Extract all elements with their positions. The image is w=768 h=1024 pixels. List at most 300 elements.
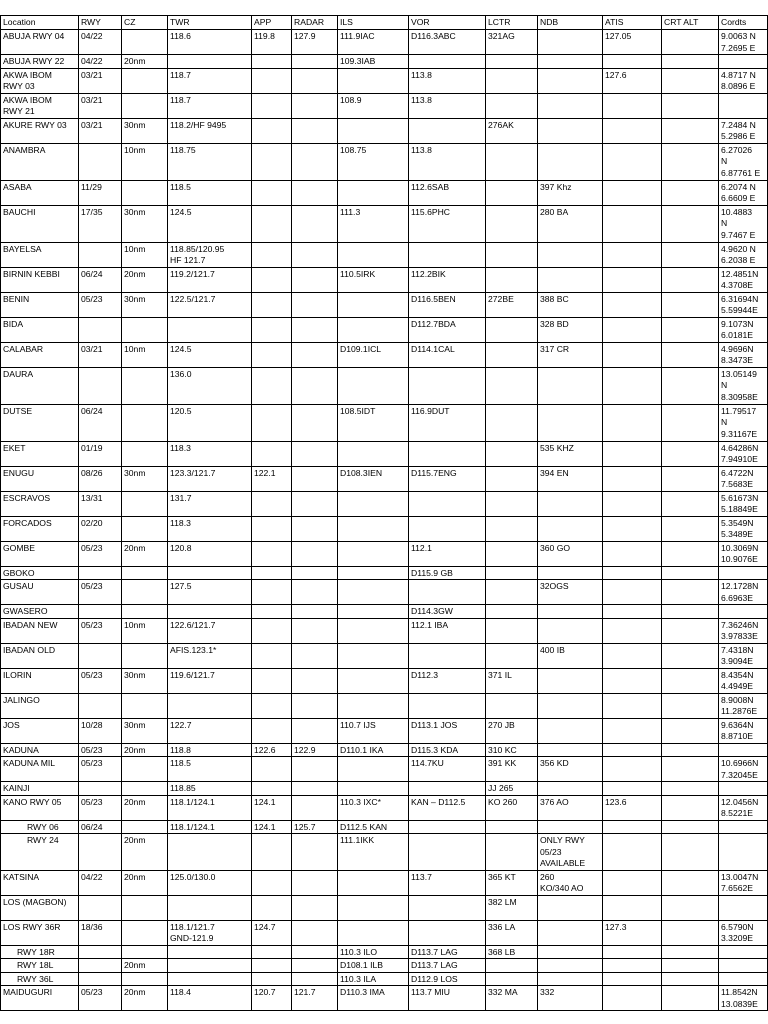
table-cell: 05/23: [79, 757, 122, 782]
table-cell: [168, 959, 252, 973]
table-cell: [662, 93, 719, 118]
table-cell: [662, 367, 719, 404]
location-cell: DUTSE: [1, 404, 79, 441]
table-row: [1, 870, 768, 895]
table-row: [1, 718, 768, 743]
table-cell: 119.6/121.7: [168, 668, 252, 693]
table-cell: 123.3/121.7: [168, 466, 252, 491]
table-cell: 376 AO: [538, 795, 603, 820]
table-row: [1, 242, 768, 267]
table-cell: [538, 945, 603, 959]
table-cell: [122, 404, 168, 441]
table-cell: 13.05149 N 8.30958E: [719, 367, 768, 404]
table-row: [1, 782, 768, 796]
table-cell: [538, 491, 603, 516]
table-cell: 20nm: [122, 541, 168, 566]
table-cell: [486, 959, 538, 973]
table-cell: [603, 441, 662, 466]
table-cell: [719, 566, 768, 580]
table-row: [1, 566, 768, 580]
table-cell: 112.1: [409, 541, 486, 566]
location-cell: ESCRAVOS: [1, 491, 79, 516]
table-cell: [538, 566, 603, 580]
location-cell: ABUJA RWY 04: [1, 30, 79, 55]
location-cell: KADUNA: [1, 743, 79, 757]
table-row: [1, 986, 768, 1011]
table-cell: [409, 55, 486, 69]
table-cell: 06/24: [79, 404, 122, 441]
table-cell: [662, 668, 719, 693]
table-cell: [292, 292, 338, 317]
table-cell: D110.3 IMA: [338, 986, 409, 1011]
navaid-frequency-table: [0, 15, 768, 1011]
table-cell: [662, 205, 719, 242]
table-cell: D113.7 LAG: [409, 959, 486, 973]
table-cell: 371 IL: [486, 668, 538, 693]
table-cell: [603, 541, 662, 566]
table-cell: [292, 566, 338, 580]
table-cell: [603, 292, 662, 317]
table-cell: [252, 317, 292, 342]
table-cell: [719, 782, 768, 796]
table-cell: [122, 180, 168, 205]
table-cell: 124.5: [168, 205, 252, 242]
table-cell: D112.3: [409, 668, 486, 693]
table-cell: 20nm: [122, 267, 168, 292]
table-cell: 20nm: [122, 55, 168, 69]
table-cell: 115.6PHC: [409, 205, 486, 242]
table-cell: 111.9IAC: [338, 30, 409, 55]
table-cell: [538, 242, 603, 267]
table-cell: 368 LB: [486, 945, 538, 959]
table-row: [1, 643, 768, 668]
table-cell: 121.7: [292, 986, 338, 1011]
table-cell: [122, 820, 168, 834]
table-cell: AFIS.123.1*: [168, 643, 252, 668]
table-cell: D115.3 KDA: [409, 743, 486, 757]
table-cell: [662, 718, 719, 743]
table-cell: [292, 367, 338, 404]
table-cell: 332 MA: [486, 986, 538, 1011]
table-cell: 6.4722N 7.5683E: [719, 466, 768, 491]
column-header: LCTR: [486, 16, 538, 30]
table-cell: [122, 491, 168, 516]
table-cell: [603, 757, 662, 782]
table-cell: JJ 265: [486, 782, 538, 796]
table-cell: [122, 920, 168, 945]
table-cell: 397 Khz: [538, 180, 603, 205]
table-cell: [603, 870, 662, 895]
table-cell: [603, 693, 662, 718]
table-row: [1, 959, 768, 973]
table-cell: [603, 491, 662, 516]
table-cell: 10nm: [122, 242, 168, 267]
table-cell: [603, 317, 662, 342]
table-cell: 276AK: [486, 118, 538, 143]
table-row: [1, 180, 768, 205]
table-cell: [252, 643, 292, 668]
table-row: [1, 367, 768, 404]
table-cell: [338, 643, 409, 668]
table-cell: [79, 834, 122, 871]
table-cell: [603, 986, 662, 1011]
table-cell: [79, 317, 122, 342]
table-cell: 124.7: [252, 920, 292, 945]
table-cell: 30nm: [122, 118, 168, 143]
table-cell: 17/35: [79, 205, 122, 242]
table-cell: 108.75: [338, 143, 409, 180]
table-cell: [662, 342, 719, 367]
table-cell: 9.1073N 6.0181E: [719, 317, 768, 342]
table-cell: D108.3IEN: [338, 466, 409, 491]
table-cell: [122, 30, 168, 55]
table-cell: [486, 342, 538, 367]
location-cell: ABUJA RWY 22: [1, 55, 79, 69]
table-cell: [662, 441, 719, 466]
table-row: [1, 267, 768, 292]
table-row: [1, 580, 768, 605]
table-cell: 11.8542N 13.0839E: [719, 986, 768, 1011]
table-cell: [538, 920, 603, 945]
table-cell: [79, 782, 122, 796]
location-cell: GWASERO: [1, 605, 79, 619]
table-cell: [252, 718, 292, 743]
table-cell: 20nm: [122, 743, 168, 757]
table-cell: [486, 441, 538, 466]
table-cell: [603, 743, 662, 757]
table-cell: [168, 895, 252, 920]
table-cell: [292, 795, 338, 820]
table-cell: D112.5 KAN: [338, 820, 409, 834]
table-cell: [338, 693, 409, 718]
location-cell: FORCADOS: [1, 516, 79, 541]
table-cell: [122, 945, 168, 959]
table-cell: 05/23: [79, 580, 122, 605]
table-cell: 20nm: [122, 959, 168, 973]
table-cell: [252, 618, 292, 643]
table-cell: [79, 945, 122, 959]
table-cell: 112.6SAB: [409, 180, 486, 205]
table-cell: 111.1IKK: [338, 834, 409, 871]
table-cell: 110.3 ILO: [338, 945, 409, 959]
table-cell: [252, 55, 292, 69]
table-cell: [603, 605, 662, 619]
table-cell: [338, 782, 409, 796]
table-cell: [662, 795, 719, 820]
table-cell: 12.4851N 4.3708E: [719, 267, 768, 292]
table-cell: 260 KO/340 AO: [538, 870, 603, 895]
table-cell: [409, 782, 486, 796]
table-cell: [603, 959, 662, 973]
table-cell: [662, 292, 719, 317]
table-cell: [168, 55, 252, 69]
table-cell: [719, 895, 768, 920]
table-cell: [252, 143, 292, 180]
table-cell: [603, 93, 662, 118]
table-cell: 110.7 IJS: [338, 718, 409, 743]
table-cell: 125.0/130.0: [168, 870, 252, 895]
table-cell: 118.1/121.7 GND-121.9: [168, 920, 252, 945]
location-cell: RWY 36L: [1, 972, 79, 986]
table-cell: D116.5BEN: [409, 292, 486, 317]
table-cell: 120.5: [168, 404, 252, 441]
table-cell: D115.7ENG: [409, 466, 486, 491]
table-cell: [79, 693, 122, 718]
table-cell: [79, 605, 122, 619]
table-cell: [168, 834, 252, 871]
table-cell: [662, 643, 719, 668]
table-cell: [486, 267, 538, 292]
table-cell: [538, 618, 603, 643]
table-cell: 10/28: [79, 718, 122, 743]
table-cell: [292, 618, 338, 643]
table-cell: [409, 920, 486, 945]
table-cell: [486, 143, 538, 180]
location-cell: BIRNIN KEBBI: [1, 267, 79, 292]
table-cell: [292, 516, 338, 541]
location-cell: EKET: [1, 441, 79, 466]
table-body: [1, 30, 768, 1011]
table-cell: [603, 834, 662, 871]
table-cell: D114.1CAL: [409, 342, 486, 367]
table-cell: [338, 441, 409, 466]
table-cell: 118.3: [168, 516, 252, 541]
table-cell: [252, 972, 292, 986]
table-cell: [662, 267, 719, 292]
table-cell: 122.9: [292, 743, 338, 757]
table-cell: [603, 205, 662, 242]
table-cell: 08/26: [79, 466, 122, 491]
table-cell: [603, 820, 662, 834]
table-cell: [338, 118, 409, 143]
table-cell: [538, 30, 603, 55]
table-cell: ONLY RWY 05/23 AVAILABLE: [538, 834, 603, 871]
table-cell: 118.5: [168, 757, 252, 782]
table-cell: KO 260: [486, 795, 538, 820]
table-cell: 04/22: [79, 30, 122, 55]
table-cell: 30nm: [122, 205, 168, 242]
table-cell: [252, 404, 292, 441]
table-cell: 336 LA: [486, 920, 538, 945]
table-cell: [662, 566, 719, 580]
table-cell: 111.3: [338, 205, 409, 242]
table-cell: [719, 605, 768, 619]
table-row: [1, 743, 768, 757]
table-cell: [486, 643, 538, 668]
table-row: [1, 466, 768, 491]
table-cell: 400 IB: [538, 643, 603, 668]
location-cell: AKURE RWY 03: [1, 118, 79, 143]
table-cell: 113.8: [409, 68, 486, 93]
table-cell: 4.9696N 8.3473E: [719, 342, 768, 367]
table-cell: 280 BA: [538, 205, 603, 242]
table-cell: 122.7: [168, 718, 252, 743]
table-cell: [252, 180, 292, 205]
table-cell: [252, 292, 292, 317]
table-cell: [338, 491, 409, 516]
table-cell: [252, 267, 292, 292]
table-cell: [292, 541, 338, 566]
table-cell: [603, 242, 662, 267]
table-cell: [338, 605, 409, 619]
table-cell: 03/21: [79, 68, 122, 93]
table-cell: 122.6/121.7: [168, 618, 252, 643]
table-cell: 18/36: [79, 920, 122, 945]
table-cell: [292, 68, 338, 93]
table-cell: [292, 205, 338, 242]
table-cell: 6.27026 N 6.87761 E: [719, 143, 768, 180]
table-cell: [292, 118, 338, 143]
table-cell: [168, 566, 252, 580]
table-row: [1, 834, 768, 871]
table-row: [1, 30, 768, 55]
table-cell: 6.5790N 3.3209E: [719, 920, 768, 945]
table-cell: [538, 782, 603, 796]
table-cell: 06/24: [79, 267, 122, 292]
table-cell: 119.2/121.7: [168, 267, 252, 292]
table-cell: 10nm: [122, 342, 168, 367]
table-cell: 118.2/HF 9495: [168, 118, 252, 143]
table-cell: [292, 491, 338, 516]
table-cell: [252, 68, 292, 93]
table-cell: [252, 870, 292, 895]
table-cell: [486, 404, 538, 441]
table-cell: [409, 895, 486, 920]
table-cell: [486, 180, 538, 205]
table-cell: [338, 292, 409, 317]
table-cell: [122, 317, 168, 342]
table-cell: 30nm: [122, 718, 168, 743]
table-cell: 131.7: [168, 491, 252, 516]
table-cell: 535 KHZ: [538, 441, 603, 466]
table-cell: [538, 743, 603, 757]
location-cell: KATSINA: [1, 870, 79, 895]
table-cell: 332: [538, 986, 603, 1011]
table-cell: [292, 718, 338, 743]
table-cell: [662, 743, 719, 757]
table-cell: [662, 55, 719, 69]
table-cell: 30nm: [122, 466, 168, 491]
table-cell: [538, 668, 603, 693]
table-cell: 272BE: [486, 292, 538, 317]
table-row: [1, 757, 768, 782]
table-cell: [292, 895, 338, 920]
table-cell: 118.5: [168, 180, 252, 205]
table-row: [1, 972, 768, 986]
table-cell: 127.9: [292, 30, 338, 55]
table-cell: [292, 643, 338, 668]
table-cell: [538, 693, 603, 718]
table-cell: 20nm: [122, 986, 168, 1011]
table-cell: 04/22: [79, 870, 122, 895]
table-cell: [662, 972, 719, 986]
table-cell: [292, 55, 338, 69]
table-cell: 118.1/124.1: [168, 820, 252, 834]
table-cell: [662, 820, 719, 834]
table-cell: [79, 895, 122, 920]
table-cell: 11.79517 N 9.31167E: [719, 404, 768, 441]
table-cell: [338, 541, 409, 566]
table-cell: 4.64286N 7.94910E: [719, 441, 768, 466]
table-cell: 112.2BIK: [409, 267, 486, 292]
location-cell: BAUCHI: [1, 205, 79, 242]
location-cell: MAIDUGURI: [1, 986, 79, 1011]
table-cell: 5.61673N 5.18849E: [719, 491, 768, 516]
table-cell: [538, 93, 603, 118]
table-cell: [122, 693, 168, 718]
table-cell: [338, 180, 409, 205]
table-cell: 118.7: [168, 93, 252, 118]
table-cell: [603, 972, 662, 986]
table-cell: [538, 404, 603, 441]
location-cell: ILORIN: [1, 668, 79, 693]
column-header: CZ: [122, 16, 168, 30]
table-cell: [292, 342, 338, 367]
table-cell: [662, 618, 719, 643]
table-cell: [662, 317, 719, 342]
table-cell: 120.7: [252, 986, 292, 1011]
column-header: VOR: [409, 16, 486, 30]
table-cell: 20nm: [122, 870, 168, 895]
table-cell: [603, 267, 662, 292]
table-cell: [122, 566, 168, 580]
table-cell: [486, 834, 538, 871]
column-header: Location: [1, 16, 79, 30]
table-cell: D113.1 JOS: [409, 718, 486, 743]
table-cell: 124.5: [168, 342, 252, 367]
table-cell: [603, 516, 662, 541]
table-cell: [292, 317, 338, 342]
table-cell: 05/23: [79, 292, 122, 317]
table-row: [1, 143, 768, 180]
table-cell: [662, 834, 719, 871]
table-row: [1, 618, 768, 643]
table-cell: 116.9DUT: [409, 404, 486, 441]
table-cell: 127.5: [168, 580, 252, 605]
table-cell: [122, 68, 168, 93]
table-cell: [486, 55, 538, 69]
table-cell: 110.3 IXC*: [338, 795, 409, 820]
table-cell: 118.7: [168, 68, 252, 93]
table-cell: [662, 491, 719, 516]
table-cell: 113.8: [409, 93, 486, 118]
table-cell: [538, 718, 603, 743]
column-header: TWR: [168, 16, 252, 30]
table-cell: [409, 242, 486, 267]
table-cell: [538, 516, 603, 541]
table-cell: [292, 834, 338, 871]
table-cell: [168, 317, 252, 342]
table-cell: [338, 870, 409, 895]
table-cell: [538, 68, 603, 93]
location-cell: RWY 06: [1, 820, 79, 834]
location-cell: BAYELSA: [1, 242, 79, 267]
table-cell: 118.4: [168, 986, 252, 1011]
table-cell: 120.8: [168, 541, 252, 566]
table-cell: [486, 367, 538, 404]
table-cell: [252, 541, 292, 566]
table-cell: [252, 605, 292, 619]
table-cell: [662, 242, 719, 267]
column-header: ILS: [338, 16, 409, 30]
table-cell: [603, 367, 662, 404]
column-header: CRT ALT: [662, 16, 719, 30]
table-cell: [292, 870, 338, 895]
table-cell: [122, 441, 168, 466]
table-cell: [662, 605, 719, 619]
table-cell: D108.1 ILB: [338, 959, 409, 973]
table-cell: [252, 895, 292, 920]
